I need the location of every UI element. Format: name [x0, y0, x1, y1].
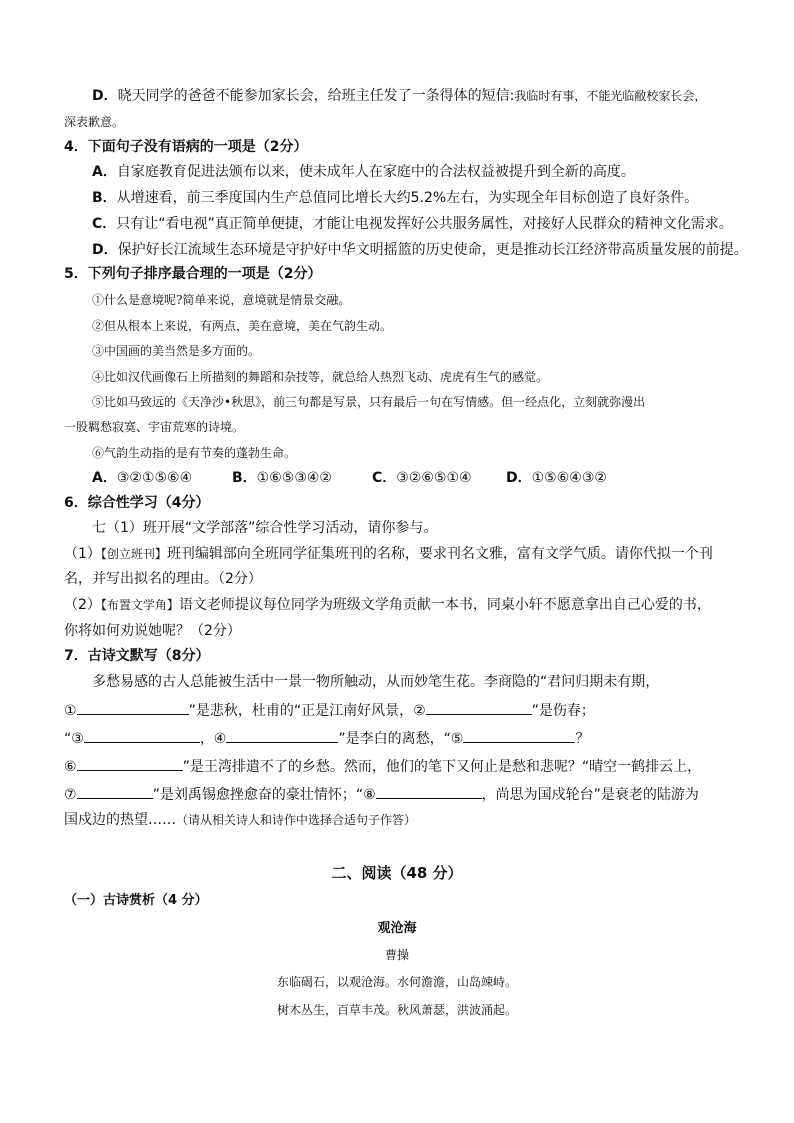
- q7-line-2: [64, 700, 595, 721]
- q4-option-b: [92, 188, 698, 208]
- q7-line-6: [64, 810, 416, 830]
- q5-options: [92, 468, 607, 488]
- option-text: 保护好长江流域生态环境是守护好中华文明摇篮的历史使命，更是推动长江经济带高质量发展的前提。: [117, 242, 748, 258]
- q5-sentence-4: ④比如汉代画像石上所描刻的舞蹈和杂技等，就总给人热烈飞动、虎虎有生气的感觉。: [92, 370, 549, 384]
- option-text: ③②⑥⑤①④: [396, 470, 472, 486]
- answer-blank-8[interactable]: [376, 784, 482, 799]
- q5-sentence-5: ⑤比如马致远的《天净沙•秋思》，前三句都是写景，只有最后一句在写情感。但一经点化，立刻就弥漫出: [92, 395, 646, 409]
- q5-option-a: [92, 468, 232, 488]
- answer-blank-7[interactable]: [77, 784, 153, 799]
- q6-part-2: [64, 595, 711, 615]
- text-run: ？: [575, 731, 590, 747]
- answer-blank-5[interactable]: [463, 728, 575, 743]
- q4-option-c: [92, 214, 733, 234]
- poem-line-2: 树木丛生，百草丰茂。秋风萧瑟，洪波涌起。: [276, 1003, 517, 1017]
- q3-option-d: [92, 86, 706, 106]
- blank-marker: “③: [64, 731, 84, 747]
- q5-sentence-3: ③中国画的美当然是多方面的。: [92, 344, 261, 358]
- answer-blank-1[interactable]: [77, 700, 189, 715]
- q3-option-d-cont: 深表歉意。: [64, 115, 125, 129]
- q6-intro: 七（1）班开展“文学部落”综合性学习活动，请你参与。: [92, 520, 438, 536]
- q5-sentence-2: ②但从根本上来说，有两点，美在意境，美在气韵生动。: [92, 319, 393, 333]
- option-text: ①⑥⑤③④②: [256, 470, 332, 486]
- instruction-note: （请从相关诗人和诗作中选择合适句子作答）: [176, 813, 417, 827]
- q7-line-3: [64, 728, 589, 749]
- blank-marker: ⑥: [64, 759, 77, 775]
- option-text: ①⑤⑥④③②: [531, 470, 607, 486]
- q7-line-4: [64, 756, 701, 777]
- poem-author: 曹操: [384, 948, 409, 962]
- text-run: ”是悲秋，杜甫的“正是江南好风景，②: [188, 703, 426, 719]
- section-title: 二、阅读（48 分）: [331, 864, 463, 882]
- option-label: D．: [92, 242, 118, 258]
- q5-sentence-5-cont: 一股羁愁寂寞、宇宙荒寒的诗境。: [64, 420, 245, 434]
- text-run: ”是李白的离愁，“⑤: [338, 731, 464, 747]
- answer-blank-3[interactable]: [84, 728, 200, 743]
- option-text: 晓天同学的爸爸不能参加家长会，给班主任发了一条得体的短信:: [117, 88, 515, 104]
- text-run: 国戍边的热望……: [64, 812, 176, 828]
- option-label: A．: [92, 470, 117, 486]
- option-label: A．: [92, 164, 117, 180]
- option-text: ③②①⑤⑥④: [116, 470, 193, 486]
- q5-option-d: [506, 468, 607, 488]
- blank-marker: ①: [64, 703, 77, 719]
- text-run: ”是王湾排遣不了的乡愁。然而，他们的笔下又何止是愁和悲呢？“晴空一鹤排云上，: [182, 759, 702, 775]
- answer-blank-4[interactable]: [226, 728, 338, 743]
- option-text: 从增速看，前三季度国内生产总值同比增长大约5.2%左右，为实现全年目标创造了良好条件。: [116, 190, 699, 206]
- q5-sentence-6: ⑥气韵生动指的是有节奏的蓬勃生命。: [92, 446, 297, 460]
- text-run: ，尚思为国戍轮台”是衰老的陆游为: [481, 787, 699, 803]
- q7-title: 7．古诗文默写（8分）: [64, 648, 210, 664]
- q4-option-d: [92, 240, 748, 260]
- q7-line-1: 多愁易感的古人总能被生活中一景一物所触动，从而妙笔生花。李商隐的“君问归期未有期，: [92, 674, 660, 690]
- subsection-title: （一）古诗赏析（4 分）: [64, 893, 208, 908]
- option-label: C．: [372, 470, 397, 486]
- q5-title: 5．下列句子排序最合理的一项是（2分）: [64, 266, 322, 282]
- option-label: D．: [506, 470, 532, 486]
- q7-line-5: [64, 784, 699, 805]
- part-text: 班刊编辑部向全班同学征集班刊的名称，要求刊名文雅，富有文学气质。请你代拟一个刊: [166, 546, 713, 562]
- text-run: ，④: [199, 731, 227, 747]
- q6-part-1-cont: 名，并写出拟名的理由。（2分）: [64, 571, 262, 587]
- q5-option-c: [372, 468, 506, 488]
- part-number: （1）: [64, 546, 101, 562]
- answer-blank-6[interactable]: [77, 756, 183, 771]
- option-label: D．: [92, 88, 118, 104]
- q5-sentence-1: ①什么是意境呢?简单来说，意境就是情景交融。: [92, 293, 351, 307]
- option-label: B．: [232, 470, 257, 486]
- q4-title: 4．下面句子没有语病的一项是（2分）: [64, 139, 308, 155]
- poem-title: 观沧海: [377, 921, 417, 936]
- option-label: B．: [92, 190, 117, 206]
- option-text: 只有让“看电视”真正简单便捷，才能让电视发挥好公共服务属性，对接好人民群众的精神文化需求。: [116, 216, 733, 232]
- q5-option-b: [232, 468, 372, 488]
- part-text: 语文老师提议每位同学为班级文学角贡献一本书，同桌小轩不愿意拿出自己心爱的书，: [178, 597, 711, 613]
- q6-part-1: [64, 544, 713, 564]
- option-label: C．: [92, 216, 117, 232]
- poem-line-1: 东临碣石，以观沧海。水何澹澹，山岛竦峙。: [276, 975, 517, 989]
- option-text: 自家庭教育促进法颁布以来，使未成年人在家庭中的合法权益被提升到全新的高度。: [116, 164, 635, 180]
- q6-title: 6．综合性学习（4分）: [64, 495, 210, 511]
- text-run: ”是刘禹锡愈挫愈奋的豪壮情怀；“⑧: [152, 787, 376, 803]
- text-run: ”是伤春；: [531, 703, 595, 719]
- sms-text: 我临时有事，不能光临敝校家长会，: [514, 89, 707, 103]
- part-tag: 【创立班刊】: [100, 547, 167, 561]
- blank-marker: ⑦: [64, 787, 77, 803]
- q4-option-a: [92, 162, 635, 182]
- answer-blank-2[interactable]: [426, 700, 532, 715]
- q6-part-2-cont: 你将如何劝说她呢？（2分）: [64, 623, 241, 639]
- part-number: （2）: [64, 597, 101, 613]
- part-tag: 【布置文学角】: [100, 598, 179, 612]
